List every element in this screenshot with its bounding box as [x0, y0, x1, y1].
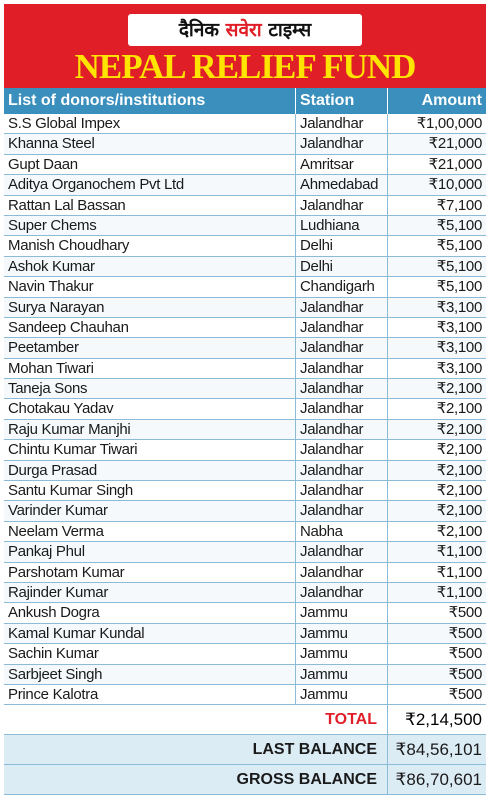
table-row [4, 522, 486, 542]
table-row [4, 114, 486, 134]
header-station: Station [296, 88, 388, 114]
donor-amount: ₹21,000 [428, 155, 482, 173]
donor-amount: ₹1,00,000 [416, 115, 482, 132]
donor-station: Jalandhar [296, 481, 388, 500]
donor-amount: ₹5,100 [436, 216, 482, 234]
donor-amount: ₹1,100 [436, 563, 482, 581]
relief-fund-table [4, 4, 486, 795]
table-row [4, 175, 486, 195]
donor-amount: ₹2,100 [436, 400, 482, 418]
donor-amount: ₹21,000 [428, 135, 482, 153]
newspaper-logo [128, 14, 362, 46]
table-row [4, 379, 486, 399]
donor-station: Jalandhar [296, 399, 388, 418]
table-row [4, 420, 486, 440]
total-label: TOTAL [4, 705, 388, 734]
donor-amount: ₹2,100 [436, 380, 482, 398]
donor-name: Santu Kumar Singh [4, 481, 296, 500]
donor-amount: ₹1,100 [436, 543, 482, 561]
donor-amount: ₹500 [448, 665, 482, 683]
donor-amount: ₹5,100 [436, 257, 482, 275]
gross-balance-label: GROSS BALANCE [4, 765, 388, 794]
table-row [4, 665, 486, 685]
donor-name: Taneja Sons [4, 379, 296, 398]
donor-station: Jammu [296, 624, 388, 643]
donor-station: Nabha [296, 522, 388, 541]
donor-amount: ₹2,100 [436, 522, 482, 540]
donor-name: Raju Kumar Manjhi [4, 420, 296, 439]
table-row [4, 134, 486, 154]
donor-station: Jalandhar [296, 501, 388, 520]
donor-amount: ₹500 [448, 604, 482, 622]
donor-station: Jalandhar [296, 298, 388, 317]
donor-station: Jalandhar [296, 461, 388, 480]
logo-word-times: टाइम्स [268, 19, 312, 41]
table-row [4, 257, 486, 277]
donor-station: Jalandhar [296, 542, 388, 561]
donor-name: Varinder Kumar [4, 501, 296, 520]
table-row [4, 359, 486, 379]
donor-name: Khanna Steel [4, 134, 296, 153]
table-row [4, 440, 486, 460]
donor-station: Ludhiana [296, 216, 388, 235]
donor-name: Durga Prasad [4, 461, 296, 480]
donor-station: Jammu [296, 685, 388, 704]
table-row [4, 318, 486, 338]
banner [4, 4, 486, 88]
table-row [4, 644, 486, 664]
donor-station: Jammu [296, 665, 388, 684]
totals-section [4, 705, 486, 795]
last-balance-row [4, 735, 486, 765]
donor-station: Jammu [296, 603, 388, 622]
donor-name: Gupt Daan [4, 155, 296, 174]
donor-amount: ₹10,000 [428, 176, 482, 194]
donor-amount: ₹2,100 [436, 461, 482, 479]
donor-station: Jalandhar [296, 563, 388, 582]
table-row [4, 338, 486, 358]
donor-name: Surya Narayan [4, 298, 296, 317]
donor-station: Jalandhar [296, 114, 388, 133]
table-row [4, 196, 486, 216]
table-row [4, 461, 486, 481]
donor-station: Jalandhar [296, 420, 388, 439]
donor-amount: ₹2,100 [436, 482, 482, 500]
donor-name: Sarbjeet Singh [4, 665, 296, 684]
logo-word-savera: सवेरा [225, 19, 262, 41]
donor-name: Sandeep Chauhan [4, 318, 296, 337]
donor-name: Manish Choudhary [4, 236, 296, 255]
table-row [4, 216, 486, 236]
donor-name: Rattan Lal Bassan [4, 196, 296, 215]
donor-name: Pankaj Phul [4, 542, 296, 561]
donor-station: Jalandhar [296, 440, 388, 459]
donor-amount: ₹2,100 [436, 441, 482, 459]
donor-station: Jalandhar [296, 134, 388, 153]
donor-station: Delhi [296, 257, 388, 276]
donor-name: Kamal Kumar Kundal [4, 624, 296, 643]
header-donors: List of donors/institutions [4, 88, 296, 114]
donor-station: Ahmedabad [296, 175, 388, 194]
donor-amount: ₹1,100 [436, 583, 482, 601]
donor-name: Chintu Kumar Tiwari [4, 440, 296, 459]
page-title: NEPAL RELIEF FUND [74, 47, 416, 86]
donor-amount: ₹3,100 [436, 298, 482, 316]
donor-amount: ₹500 [448, 645, 482, 663]
last-balance-value: ₹84,56,101 [395, 740, 482, 760]
donor-name: Sachin Kumar [4, 644, 296, 663]
donor-amount: ₹3,100 [436, 339, 482, 357]
table-row [4, 481, 486, 501]
donor-name: Ashok Kumar [4, 257, 296, 276]
table-row [4, 583, 486, 603]
donor-amount: ₹3,100 [436, 359, 482, 377]
donor-amount: ₹2,100 [436, 420, 482, 438]
donor-name: Navin Thakur [4, 277, 296, 296]
table-row [4, 542, 486, 562]
gross-balance-value: ₹86,70,601 [395, 770, 482, 790]
donor-name: Neelam Verma [4, 522, 296, 541]
donor-name: Super Chems [4, 216, 296, 235]
donor-name: Parshotam Kumar [4, 563, 296, 582]
donor-name: Peetamber [4, 338, 296, 357]
donor-amount: ₹500 [448, 685, 482, 703]
header-amount: Amount [421, 92, 482, 109]
table-row [4, 563, 486, 583]
donor-amount: ₹3,100 [436, 318, 482, 336]
donor-station: Jalandhar [296, 583, 388, 602]
table-row [4, 501, 486, 521]
donor-name: Rajinder Kumar [4, 583, 296, 602]
table-row [4, 277, 486, 297]
donor-list [4, 114, 486, 705]
donor-station: Jalandhar [296, 196, 388, 215]
donor-station: Chandigarh [296, 277, 388, 296]
donor-station: Jalandhar [296, 318, 388, 337]
donor-name: Prince Kalotra [4, 685, 296, 704]
donor-name: Ankush Dogra [4, 603, 296, 622]
donor-station: Jammu [296, 644, 388, 663]
donor-station: Amritsar [296, 155, 388, 174]
donor-amount: ₹7,100 [436, 196, 482, 214]
gross-balance-row [4, 765, 486, 795]
donor-amount: ₹5,100 [436, 278, 482, 296]
donor-station: Jalandhar [296, 359, 388, 378]
table-row [4, 399, 486, 419]
total-value: ₹2,14,500 [405, 710, 482, 730]
table-row [4, 298, 486, 318]
table-row [4, 155, 486, 175]
table-header [4, 88, 486, 114]
total-row [4, 705, 486, 735]
donor-station: Delhi [296, 236, 388, 255]
table-row [4, 603, 486, 623]
donor-name: Chotakau Yadav [4, 399, 296, 418]
logo-word-dainik: दैनिक [178, 19, 219, 41]
last-balance-label: LAST BALANCE [4, 735, 388, 764]
donor-station: Jalandhar [296, 379, 388, 398]
table-row [4, 236, 486, 256]
donor-name: S.S Global Impex [4, 114, 296, 133]
table-row [4, 685, 486, 705]
donor-amount: ₹2,100 [436, 502, 482, 520]
donor-station: Jalandhar [296, 338, 388, 357]
donor-name: Mohan Tiwari [4, 359, 296, 378]
donor-amount: ₹500 [448, 624, 482, 642]
donor-name: Aditya Organochem Pvt Ltd [4, 175, 296, 194]
table-row [4, 624, 486, 644]
donor-amount: ₹5,100 [436, 237, 482, 255]
